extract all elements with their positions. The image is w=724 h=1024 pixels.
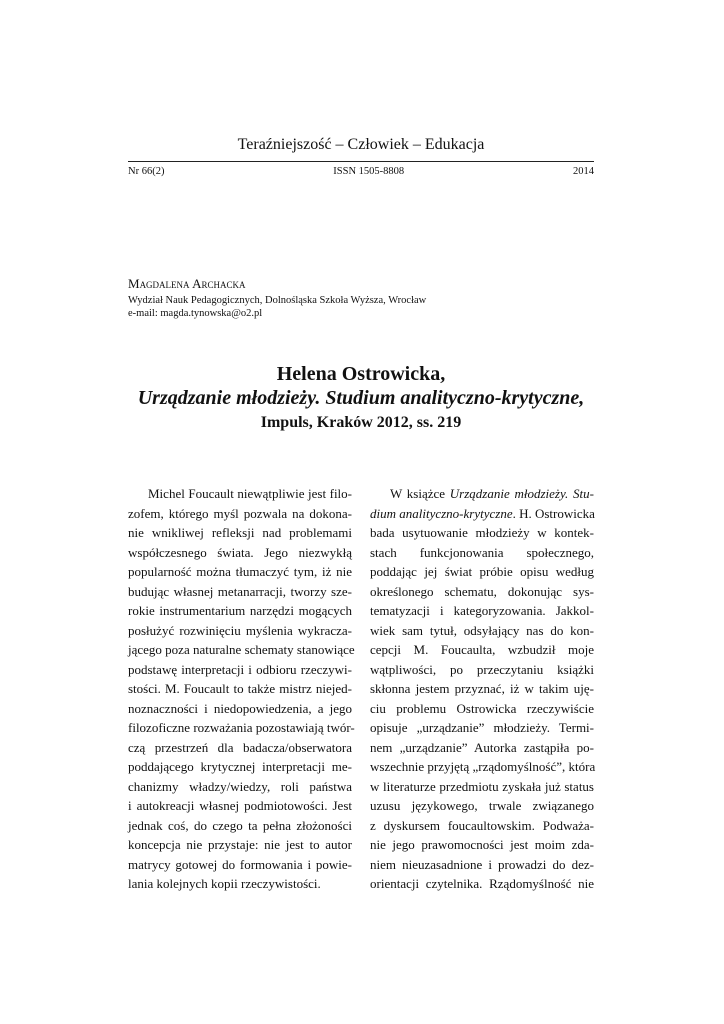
right-column-text [370, 484, 594, 894]
text-line: nie jego prawomocności jest moim zda- [370, 837, 594, 852]
text-line: i autokreacji własnej podmiotowości. Jest [128, 798, 352, 813]
text-line: filozoficzne rozważania pozostawiają twór- [128, 720, 355, 735]
text-line: tematyzacji i kategoryzowania. Jakkol- [370, 603, 594, 618]
text-line: matrycy gotowej do formowania i powie- [128, 856, 352, 872]
text-line: wszechnie przyjętą „rządomyślność”, która [370, 759, 596, 774]
text-line: w literaturze przedmiotu zyskała już status [370, 778, 594, 794]
text-line: nie wnikliwej refleksji nad problemami [128, 525, 352, 540]
text-line: podstawę interpretacji i odbioru rzeczywi- [128, 661, 352, 677]
text-line: zofem, którego myśl pozwala na dokona- [128, 505, 352, 521]
text-line: współczesnego świata. Jego niezwykłą [128, 544, 352, 560]
text-line: wiek sam tytuł, odsyłający nas do kon- [370, 622, 594, 638]
text-line: nem „urządzanie” Autorka zastąpiła po- [370, 739, 594, 755]
text-line: poddającego krytycznej interpretacji me- [128, 759, 352, 774]
text-line: opisuje „urządzanie” młodzieży. Termi- [370, 720, 594, 735]
author-email: e-mail: magda.tynowska@o2.pl [128, 308, 263, 319]
text-line: orientacji czytelnika. Rządomyślność nie [370, 876, 594, 891]
issue-number: Nr 66(2) [128, 166, 165, 177]
text-line: ciu problemu Ostrowicka rzeczywiście [370, 700, 594, 716]
reviewed-book-author: Helena Ostrowicka, [276, 363, 446, 385]
header-rule [128, 161, 594, 162]
reviewed-book-title: Urządzanie młodzieży. Studium analityczno-krytyczne, [137, 387, 585, 409]
text-line: noznaczności i niedopowiedzenia, a jego [128, 700, 352, 716]
text-line: popularność można tłumaczyć tym, iż nie [128, 564, 352, 579]
text-line: jednak coś, do czego ta pełna złożoności [128, 817, 352, 833]
author-affiliation: Wydział Nauk Pedagogicznych, Dolnośląska Szkoła Wyższa, Wrocław [128, 295, 427, 306]
text-line: W książce Urządzanie młodzieży. Stu- [390, 486, 594, 501]
text-line: określonego schematu, dokonując sys- [370, 583, 594, 599]
text-line: dium analityczno-krytyczne. H. Ostrowicka [370, 505, 595, 521]
text-line: chanizmy władzy/wiedzy, roli państwa [128, 778, 352, 794]
left-column-text [128, 484, 355, 894]
text-line: stości. M. Foucault to także mistrz niejed- [128, 681, 352, 696]
text-line: czą przestrzeń dla badacza/obserwatora [128, 739, 352, 755]
text-line: koncepcja nie przystaje: nie jest to autor [128, 837, 352, 852]
text-line: rokie instrumentarium narzędzi mogących [128, 603, 352, 618]
text-line: wątpliwości, po przeczytaniu książki [370, 661, 594, 677]
text-line: Michel Foucault niewątpliwie jest filo- [148, 486, 352, 501]
text-line: uzusu językowego, trwale związanego [370, 798, 594, 813]
text-line: budując własnej metanarracji, tworzy sze- [128, 583, 352, 599]
author-name: Magdalena Archacka [128, 276, 246, 291]
text-line: poddając jej świat próbie opisu według [370, 564, 594, 579]
text-line: cepcji M. Foucaulta, wzbudził moje [370, 642, 594, 657]
issue-meta-row [128, 166, 594, 177]
text-line: lania kolejnych kopii rzeczywistości. [128, 876, 321, 891]
journal-title: Teraźniejszość – Człowiek – Edukacja [237, 136, 485, 153]
text-line: niem nieuzasadnione i prowadzi do dez- [370, 856, 594, 872]
year: 2014 [573, 166, 594, 177]
text-line: z dyskursem foucaultowskim. Podważa- [370, 817, 594, 833]
text-line: stach funkcjonowania społecznego, [370, 544, 594, 560]
text-line: jącego poza naturalne schematy stanowiące [128, 642, 355, 657]
text-line: bada usytuowanie młodzieży w kontek- [370, 525, 594, 540]
reviewed-book-publisher: Impuls, Kraków 2012, ss. 219 [260, 414, 462, 431]
text-line: posłużyć rozwinięciu myślenia wykracza- [128, 622, 352, 638]
issn: ISSN 1505-8808 [333, 166, 405, 177]
text-line: skłonna jestem przyznać, iż w takim uję- [370, 681, 594, 696]
